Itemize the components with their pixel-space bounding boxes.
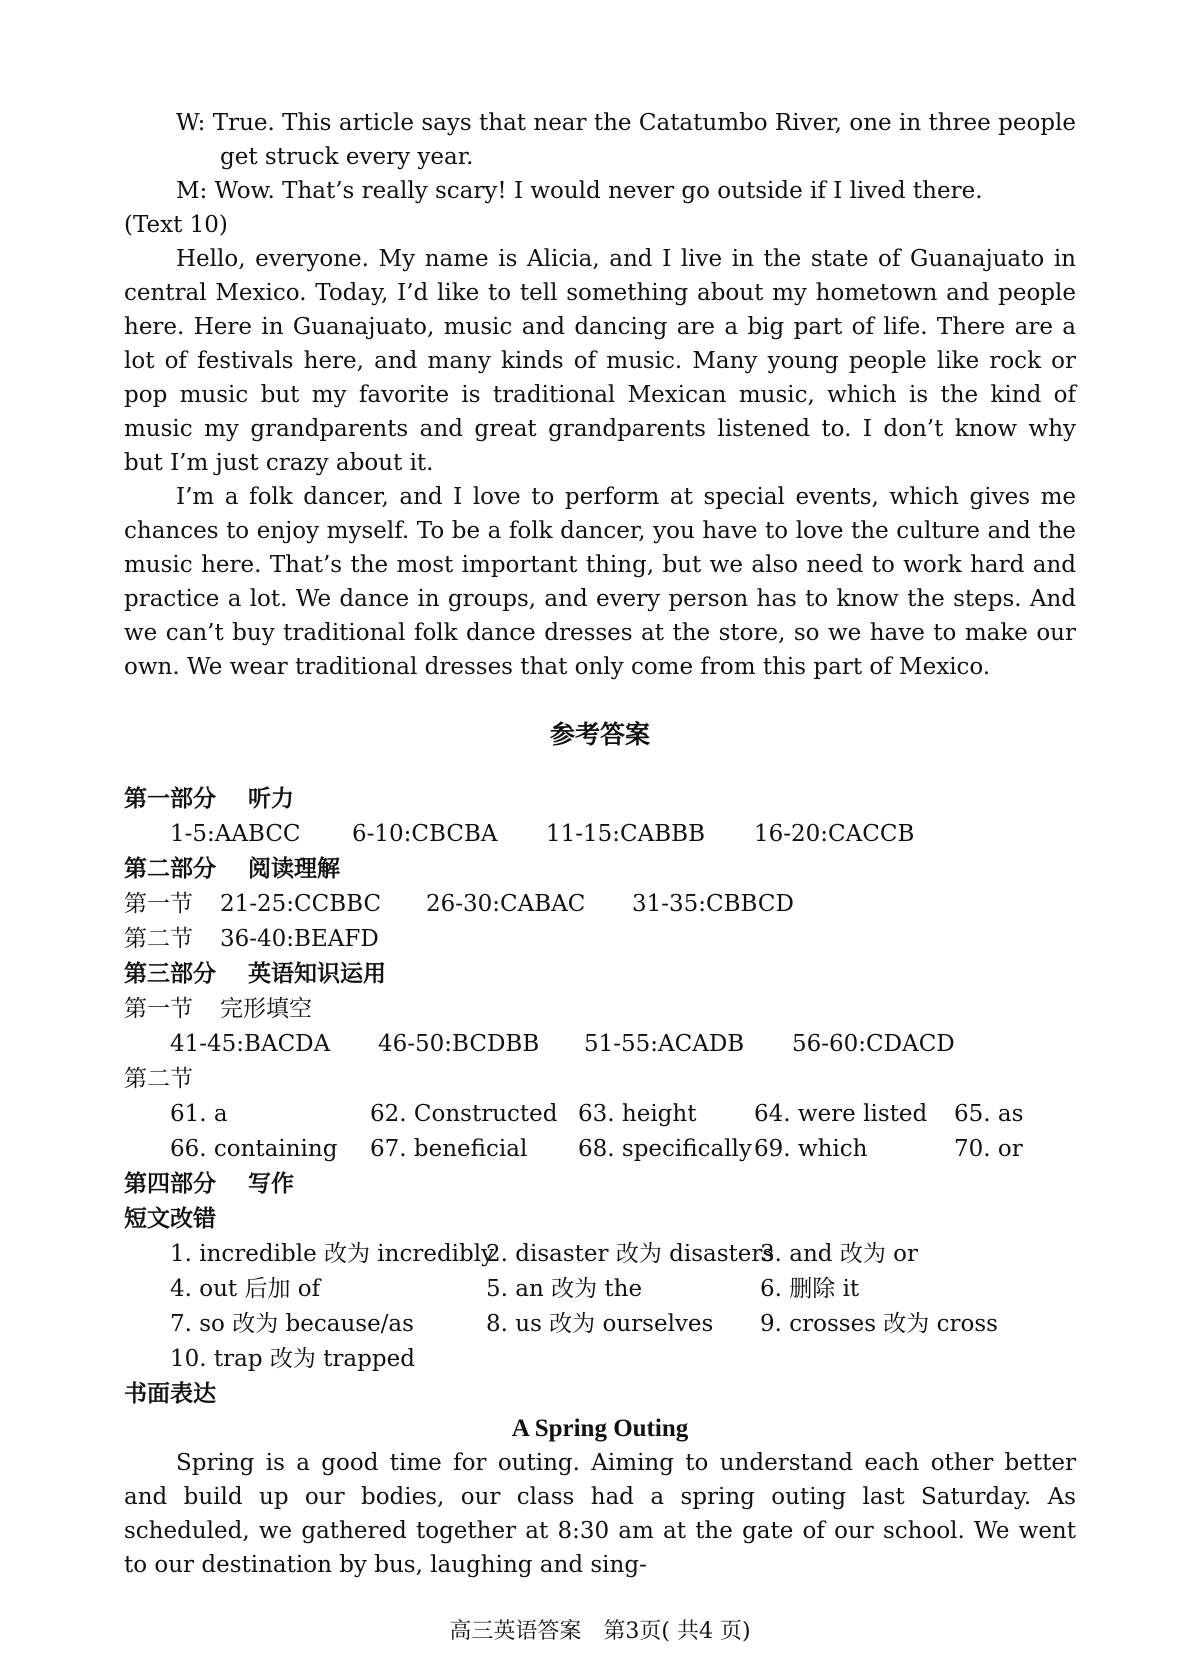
answer-group: 6-10:CBCBA	[352, 821, 498, 847]
part1-heading	[124, 782, 1076, 817]
dialogue-text-w: True. This article says that near the Catatumbo River, one in three people get struck every year.	[212, 110, 1076, 170]
correction-item: 5. an 改为 the	[486, 1276, 643, 1302]
answer-group: 36-40:BEAFD	[220, 926, 379, 952]
answer-group: 26-30:CABAC	[426, 891, 586, 917]
part3-heading	[124, 957, 1076, 992]
section-name: 完形填空	[220, 996, 312, 1022]
correction-item: 2. disaster 改为 disasters	[486, 1241, 775, 1267]
part2-heading	[124, 852, 1076, 887]
part3-name: 英语知识运用	[248, 961, 387, 987]
correction-item: 4. out 后加 of	[170, 1276, 321, 1302]
correction-item: 10. trap 改为 trapped	[170, 1346, 415, 1372]
section-label: 第二节	[124, 926, 193, 952]
correction-item: 6. 删除 it	[760, 1276, 860, 1302]
part4-name: 写作	[248, 1171, 295, 1197]
correction-row-1	[124, 1237, 1076, 1272]
part3-section2-heading	[124, 1062, 1076, 1097]
dialogue-line-w	[168, 106, 1076, 174]
page-footer: 高三英语答案 第3页( 共4 页)	[449, 1619, 751, 1644]
answer-item: 65. as	[954, 1101, 1024, 1127]
answer-item: 64. were listed	[754, 1101, 928, 1127]
answer-item: 70. or	[954, 1136, 1023, 1162]
section-label: 第二节	[124, 1066, 193, 1092]
section-label: 第一节	[124, 891, 193, 917]
correction-label: 短文改错	[124, 1206, 216, 1232]
correction-item: 9. crosses 改为 cross	[760, 1311, 998, 1337]
answer-group: 11-15:CABBB	[546, 821, 705, 847]
answer-item: 63. height	[578, 1101, 697, 1127]
answer-item: 69. which	[754, 1136, 868, 1162]
answer-group: 41-45:BACDA	[170, 1031, 331, 1057]
answer-group: 51-55:ACADB	[584, 1031, 745, 1057]
text10-label: (Text 10)	[124, 212, 228, 238]
section-label: 第一节	[124, 996, 193, 1022]
dialogue-line-m	[168, 174, 1076, 208]
part3-label: 第三部分	[124, 961, 216, 987]
correction-row-3	[124, 1307, 1076, 1342]
correction-item: 8. us 改为 ourselves	[486, 1311, 714, 1337]
correction-row-2	[124, 1272, 1076, 1307]
answer-page	[124, 106, 1076, 1582]
part3-section1-heading	[124, 992, 1076, 1027]
answer-item: 61. a	[170, 1101, 228, 1127]
essay-text: Spring is a good time for outing. Aiming to understand each other better and build up our bodies, our class had a spring outing last Saturday. As scheduled, we gathered together at 8:30 am at the gate of our school. We went to our destination by bus, laughing and sing-	[124, 1450, 1076, 1578]
answer-item: 62. Constructed	[370, 1101, 558, 1127]
writing-heading	[124, 1377, 1076, 1412]
answer-group: 46-50:BCDBB	[378, 1031, 540, 1057]
correction-item: 1. incredible 改为 incredibly	[170, 1241, 495, 1267]
part1-name: 听力	[248, 786, 295, 812]
part2-section2-row	[124, 922, 1076, 957]
dialogue-text-m: Wow. That’s really scary! I would never go outside if I lived there.	[214, 178, 983, 204]
answer-item: 67. beneficial	[370, 1136, 528, 1162]
text10-paragraph-1: Hello, everyone. My name is Alicia, and I live in the state of Guanajuato in central Mexico. Today, I’d like to tell something about my hometown and people here. Here in Guanajuato, music and dancing are a big part of life. There are a lot of festivals here, and many kinds of music. Many young people like rock or pop music but my favorite is traditional Mexican music, which is the kind of music my grandparents and great grandparents listened to. I don’t know why but I’m just crazy about it.	[124, 246, 1076, 476]
correction-item: 3. and 改为 or	[760, 1241, 918, 1267]
part3-section2-row2	[124, 1132, 1076, 1167]
part4-heading	[124, 1167, 1076, 1202]
part3-section1-answers	[124, 1027, 1076, 1062]
part1-answers-row	[124, 817, 1076, 852]
text10-paragraph-2: I’m a folk dancer, and I love to perform at special events, which gives me chances to enjoy myself. To be a folk dancer, you have to love the culture and the music here. That’s the most important thing, but we also need to work hard and practice a lot. We dance in groups, and every person has to know the steps. And we can’t buy traditional folk dance dresses at the store, so we have to make our own. We wear traditional dresses that only come from this part of Mexico.	[124, 484, 1076, 680]
answer-item: 66. containing	[170, 1136, 338, 1162]
answer-group: 31-35:CBBCD	[632, 891, 794, 917]
answer-group: 16-20:CACCB	[754, 821, 915, 847]
part2-section1-row	[124, 887, 1076, 922]
essay-title: A Spring Outing	[511, 1415, 689, 1442]
part2-label: 第二部分	[124, 856, 216, 882]
part4-label: 第四部分	[124, 1171, 216, 1197]
correction-row-4	[124, 1342, 1076, 1377]
correction-heading	[124, 1202, 1076, 1237]
part1-label: 第一部分	[124, 786, 216, 812]
speaker-m: M:	[176, 178, 208, 204]
speaker-w: W:	[176, 110, 206, 136]
correction-item: 7. so 改为 because/as	[170, 1311, 414, 1337]
answer-group: 21-25:CCBBC	[220, 891, 382, 917]
answer-item: 68. specifically	[578, 1136, 752, 1162]
answers-title: 参考答案	[549, 720, 650, 749]
part2-name: 阅读理解	[248, 856, 341, 882]
answer-group: 1-5:AABCC	[170, 821, 301, 847]
answer-group: 56-60:CDACD	[792, 1031, 955, 1057]
writing-label: 书面表达	[124, 1381, 216, 1407]
part3-section2-row1	[124, 1097, 1076, 1132]
